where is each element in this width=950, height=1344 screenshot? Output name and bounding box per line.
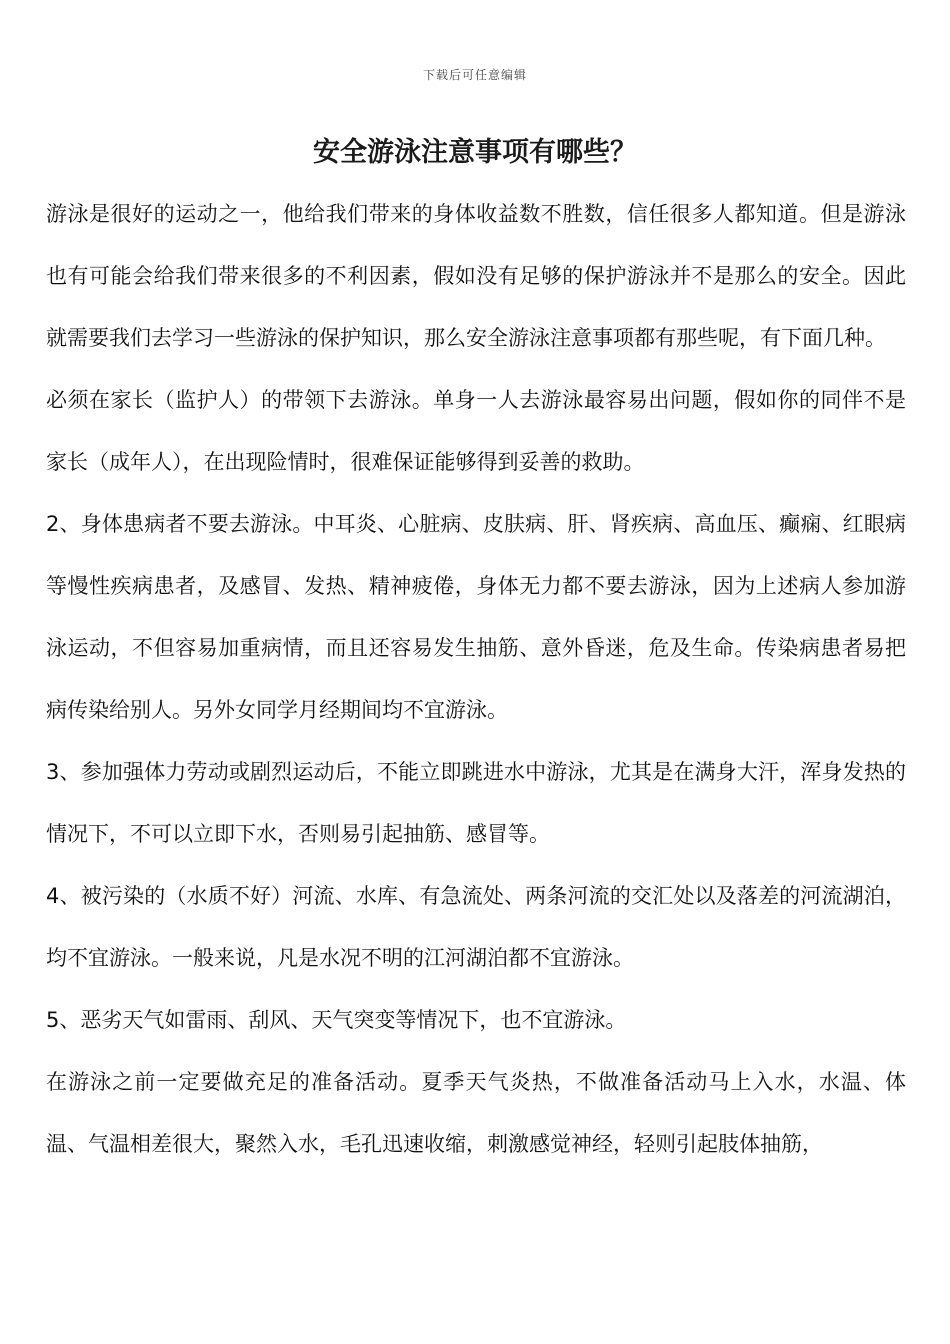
header-note: 下载后可任意编辑 — [422, 68, 527, 82]
paragraph-item-1: 必须在家长（监护人）的带领下去游泳。单身一人去游泳最容易出问题，假如你的同伴不是家长（成年人），在出现险情时，很难保证能够得到妥善的救助。 — [46, 388, 906, 474]
paragraph-item-5: 5、恶劣天气如雷雨、刮风、天气突变等情况下，也不宜游泳。 — [46, 1008, 627, 1032]
document-title: 安全游泳注意事项有哪些？ — [313, 137, 637, 168]
paragraph-intro: 游泳是很好的运动之一，他给我们带来的身体收益数不胜数，信任很多人都知道。但是游泳也有可能会给我们带来很多的不利因素，假如没有足够的保护游泳并不是那么的安全。因此就需要我们去学习一些游泳的保护知识，那么安全游泳注意事项都有那些呢，有下面几种。 — [46, 202, 906, 350]
paragraph-item-4: 4、被污染的（水质不好）河流、水库、有急流处、两条河流的交汇处以及落差的河流湖泊，均不宜游泳。一般来说，凡是水况不明的江河湖泊都不宜游泳。 — [46, 884, 906, 970]
paragraph-warmup: 在游泳之前一定要做充足的准备活动。夏季天气炎热，不做准备活动马上入水，水温、体温、气温相差很大，聚然入水，毛孔迅速收缩，刺激感觉神经，轻则引起肢体抽筋， — [46, 1070, 906, 1156]
paragraph-item-2: 2、身体患病者不要去游泳。中耳炎、心脏病、皮肤病、肝、肾疾病、高血压、癫痫、红眼病等慢性疾病患者，及感冒、发热、精神疲倦，身体无力都不要去游泳，因为上述病人参加游泳运动，不但容易加重病情，而且还容易发生抽筋、意外昏迷，危及生命。传染病患者易把病传染给别人。另外女同学月经期间均不宜游泳。 — [46, 512, 906, 722]
document-body — [46, 183, 906, 1175]
paragraph-item-3: 3、参加强体力劳动或剧烈运动后，不能立即跳进水中游泳，尤其是在满身大汗，浑身发热的情况下，不可以立即下水，否则易引起抽筋、感冒等。 — [46, 760, 906, 846]
